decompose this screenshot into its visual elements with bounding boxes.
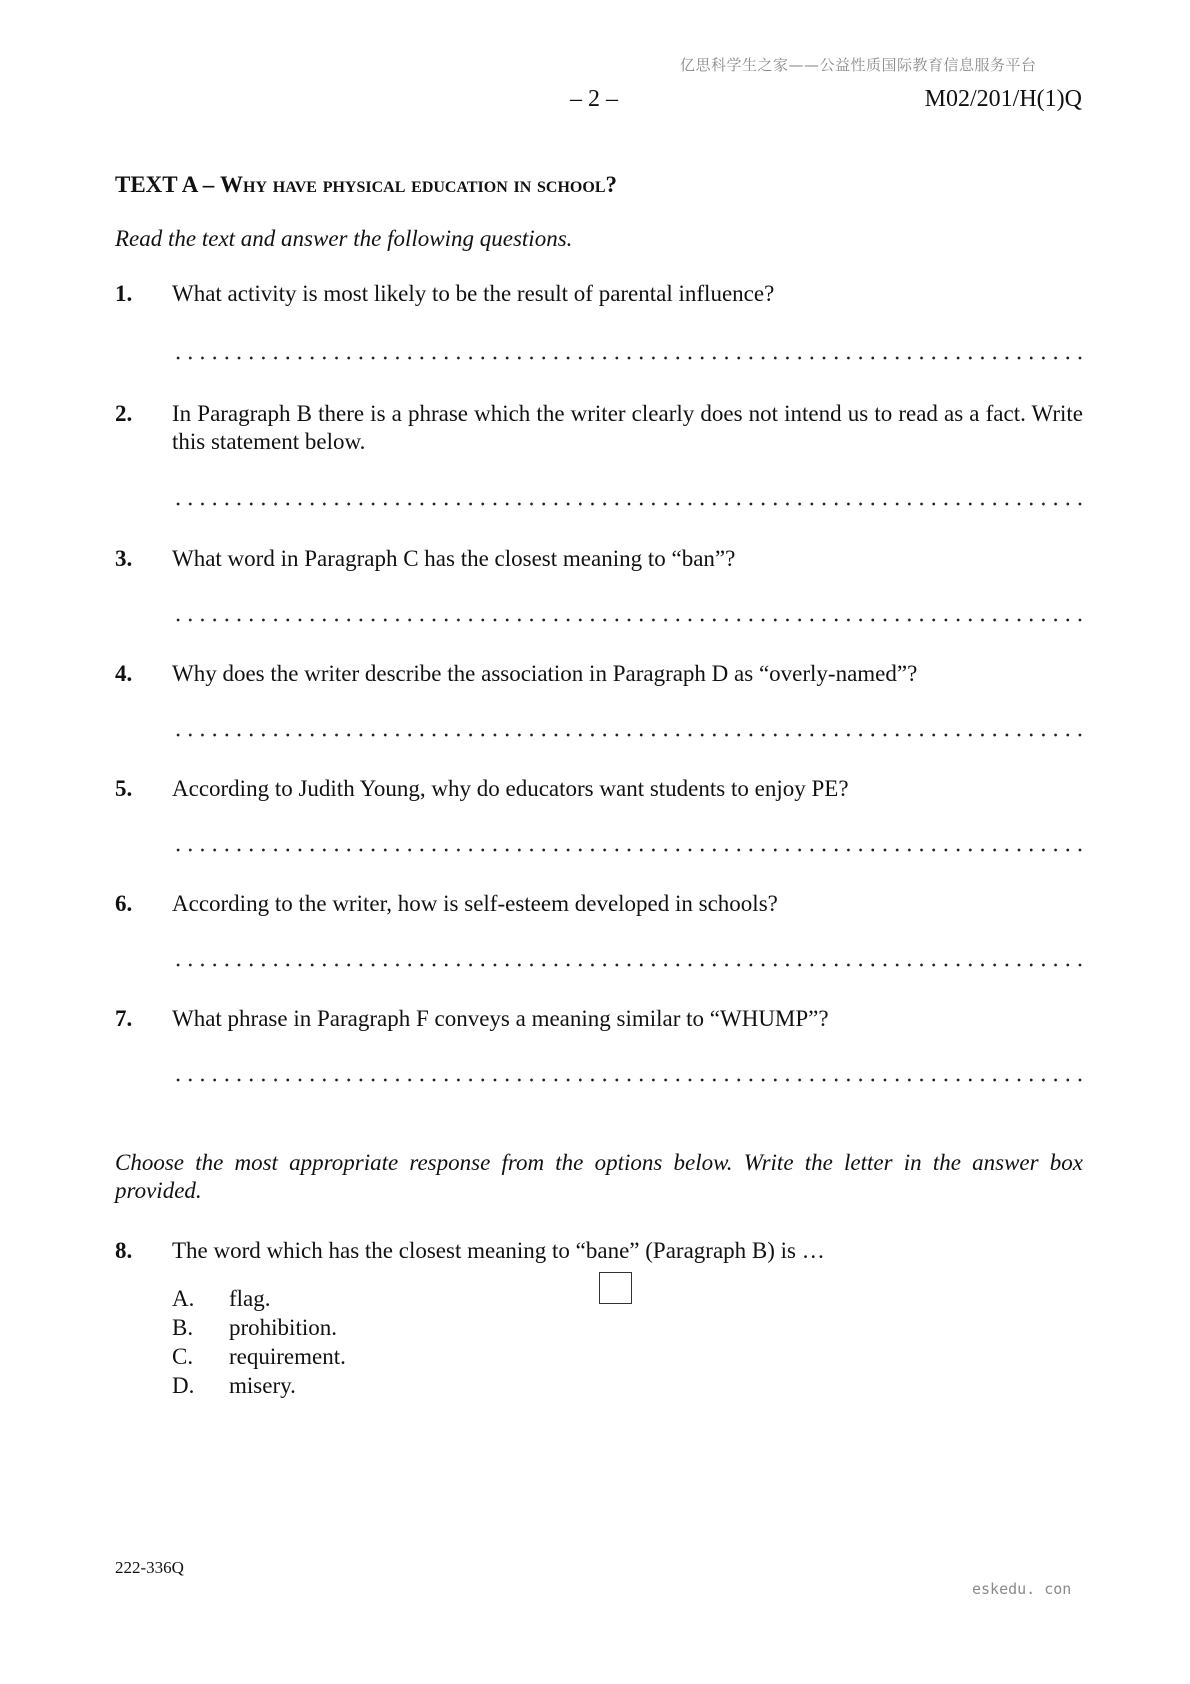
question-number: 2.: [115, 401, 133, 426]
question-4: [115, 660, 1083, 688]
question-text: What phrase in Paragraph F conveys a meaning similar to “WHUMP”?: [172, 1006, 829, 1031]
option-b[interactable]: [172, 1315, 337, 1341]
question-number: 1.: [115, 281, 133, 306]
question-text: What activity is most likely to be the result of parental influence?: [172, 281, 775, 306]
answer-line-6[interactable]: [172, 959, 1083, 971]
section-title-text: Why have physical education in school?: [220, 172, 617, 197]
answer-line-1[interactable]: [172, 352, 1083, 364]
question-number: 8.: [115, 1238, 133, 1263]
option-letter: A.: [172, 1286, 195, 1311]
watermark-header: 亿思科学生之家——公益性质国际教育信息服务平台: [680, 56, 1037, 74]
question-1: [115, 280, 1083, 308]
question-5: [115, 775, 1083, 803]
question-7: [115, 1005, 1083, 1033]
question-text: The word which has the closest meaning to “bane” (Paragraph B) is …: [172, 1238, 825, 1263]
paper-code: M02/201/H(1)Q: [924, 86, 1082, 112]
answer-line-3[interactable]: [172, 614, 1083, 626]
question-6: [115, 890, 1083, 918]
question-text: In Paragraph B there is a phrase which the writer clearly does not intend us to read as a fact. Write this statement below.: [172, 401, 1083, 454]
answer-box[interactable]: [599, 1272, 632, 1304]
answer-line-5[interactable]: [172, 844, 1083, 856]
option-text: misery.: [229, 1373, 296, 1398]
option-letter: B.: [172, 1315, 194, 1340]
question-number: 7.: [115, 1006, 133, 1031]
option-text: prohibition.: [229, 1315, 337, 1340]
option-letter: D.: [172, 1373, 195, 1398]
question-number: 5.: [115, 776, 133, 801]
answer-line-7[interactable]: [172, 1074, 1083, 1086]
question-number: 6.: [115, 891, 133, 916]
question-text: What word in Paragraph C has the closest meaning to “ban”?: [172, 546, 736, 571]
answer-line-4[interactable]: [172, 729, 1083, 741]
footer-code: 222-336Q: [115, 1558, 184, 1577]
question-text: According to the writer, how is self-esteem developed in schools?: [172, 891, 778, 916]
question-2: [115, 400, 1083, 456]
watermark-footer: eskedu. con: [972, 1580, 1072, 1598]
section-title: [115, 172, 617, 198]
answer-line-2[interactable]: [172, 498, 1083, 510]
question-8: [115, 1237, 1083, 1265]
question-3: [115, 545, 1083, 573]
option-letter: C.: [172, 1344, 194, 1369]
question-text: Why does the writer describe the association in Paragraph D as “overly-named”?: [172, 661, 918, 686]
question-number: 4.: [115, 661, 133, 686]
option-d[interactable]: [172, 1373, 296, 1399]
option-c[interactable]: [172, 1344, 346, 1370]
option-text: flag.: [229, 1286, 271, 1311]
option-a[interactable]: [172, 1286, 271, 1312]
question-number: 3.: [115, 546, 133, 571]
section-instruction: Read the text and answer the following questions.: [115, 226, 573, 251]
section-title-prefix: TEXT A –: [115, 172, 221, 197]
page-number: – 2 –: [570, 86, 618, 112]
option-text: requirement.: [229, 1344, 346, 1369]
question-text: According to Judith Young, why do educators want students to enjoy PE?: [172, 776, 849, 801]
multiple-choice-instruction: Choose the most appropriate response from the options below. Write the letter in the answer box provided.: [115, 1150, 1083, 1203]
